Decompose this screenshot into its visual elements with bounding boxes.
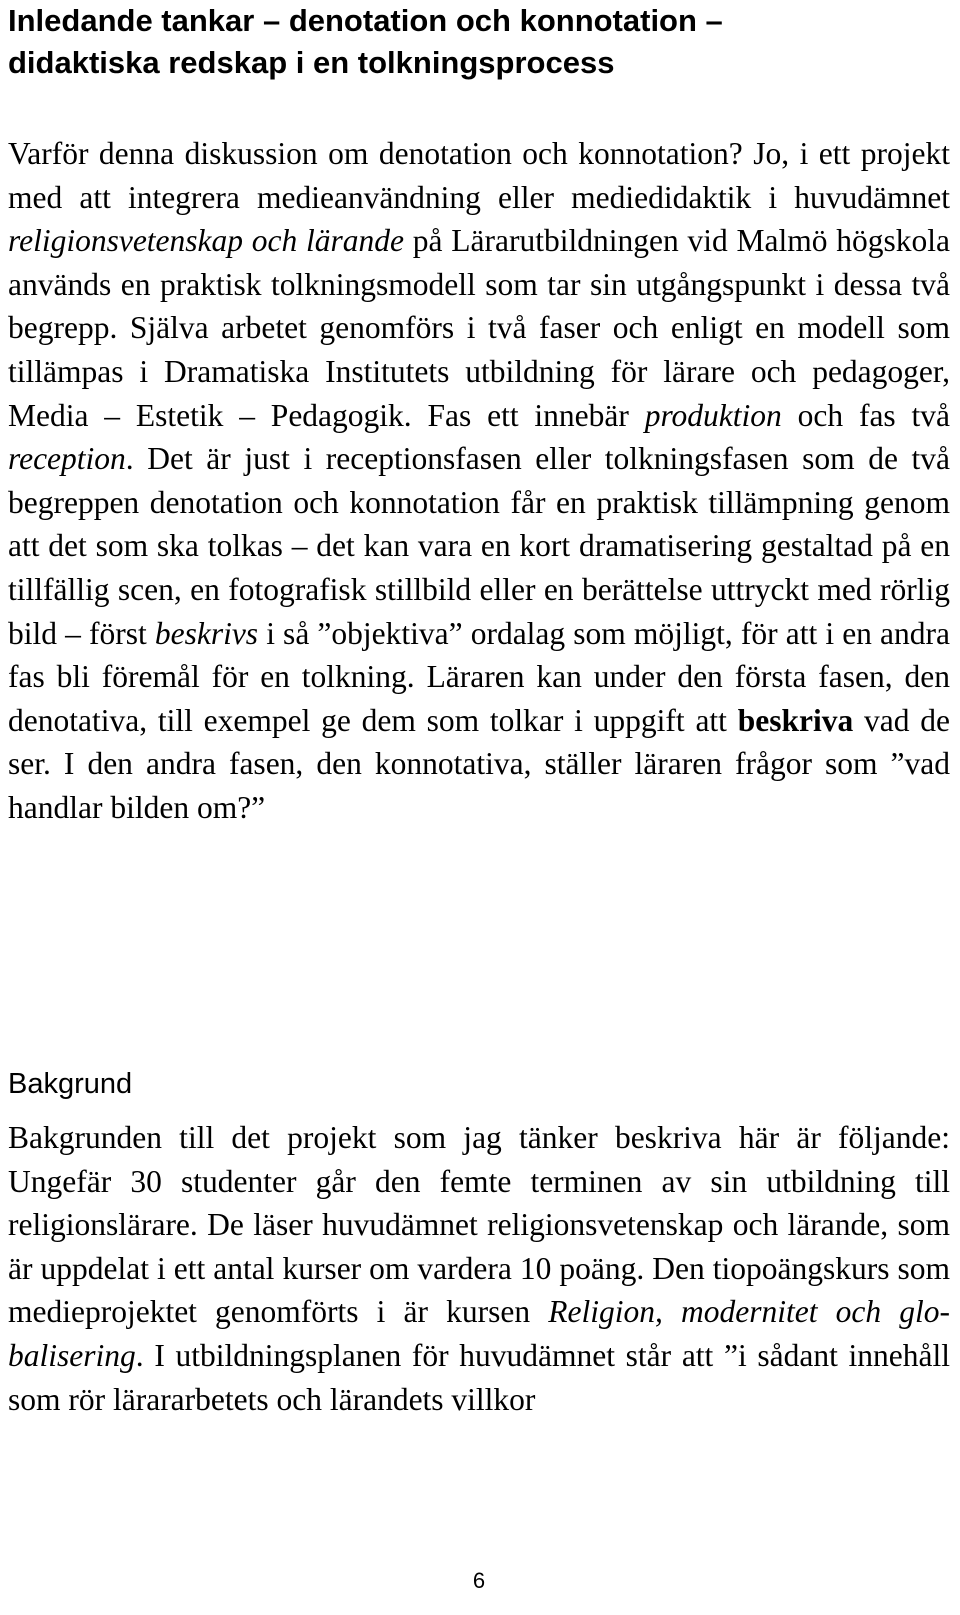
background-text-c: . I utbildningsplanen för huvudämnet står att ”i sådant innehåll som rör lärararbetets och lärandets villkor — [8, 1337, 950, 1417]
section-heading — [8, 0, 950, 84]
intro-text-bold-beskriva: beskriva — [737, 702, 854, 738]
page-number — [8, 1566, 950, 1596]
intro-text-italic-reception: reception — [8, 441, 126, 477]
intro-text-italic-subject: religionsvetenskap och lärande — [8, 223, 405, 259]
subheading-bakgrund: Bakgrund — [8, 1068, 133, 1100]
section-heading-line-1: Inledande tankar – denotation och konnotation – — [8, 3, 723, 38]
intro-text-italic-beskrivs: beskrivs — [154, 615, 259, 651]
background-paragraph — [8, 1116, 950, 1421]
intro-paragraph — [8, 132, 950, 830]
intro-text-g: . Det är just i receptionsfasen eller tolkningsfasen som de två begreppen denotation och konnotation får en praktisk tillämpning genom att det som ska tolkas – det kan vara en kort dramatisering gestaltad på en tillfällig scen, en fotografisk stillbild eller en berättelse uttryckt med rörlig bild – först — [8, 441, 950, 651]
background-text-a: Bakgrunden till det projekt som jag tänker beskriva här är följande: Ungefär 30 studenter går den femte terminen av sin utbildning till religionslärare. De läser huvudämnet religionsvetenskap och lärande, som är uppdelat i ett antal kurser om vardera 10 poäng. Den tiopoängskurs som medieprojektet genomförts i är kursen — [8, 1120, 950, 1330]
page-number-text: 6 — [472, 1568, 486, 1593]
intro-text-italic-produktion: produktion — [644, 397, 782, 433]
section-heading-line-2: didaktiska redskap i en tolkningsprocess — [8, 45, 615, 80]
intro-text-a: Varför denna diskussion om denotation och konnotation? Jo, i ett projekt med att integrera medieanvändning eller mediedidaktik i huvudämnet — [8, 136, 950, 215]
intro-text-c: på Lärarutbildningen vid Malmö högskola används en praktisk tolkningsmodell som tar sin utgångspunkt i dessa två begrepp. Själva arbetet genomförs i två faser och enligt en modell som tillämpas i Dramatiska Institutets utbildning för lärare och pedagoger, Media – Estetik – Pedagogik. Fas ett innebär — [8, 223, 950, 433]
intro-text-e: och fas två — [781, 397, 951, 433]
intro-text-i: i så ”objektiva” ordalag som möjligt, för att i en andra fas bli föremål för en tolkning. Läraren kan under den första fasen, den denotativa, till exempel ge dem som tolkar i uppgift att — [8, 615, 950, 738]
background-text-italic-course: Religion, modernitet och globalisering — [8, 1294, 950, 1373]
document-page — [8, 0, 951, 1593]
intro-text-k: vad de ser. I den andra fasen, den konnotativa, ställer läraren frågor som ”vad handlar bilden om?” — [8, 702, 950, 825]
